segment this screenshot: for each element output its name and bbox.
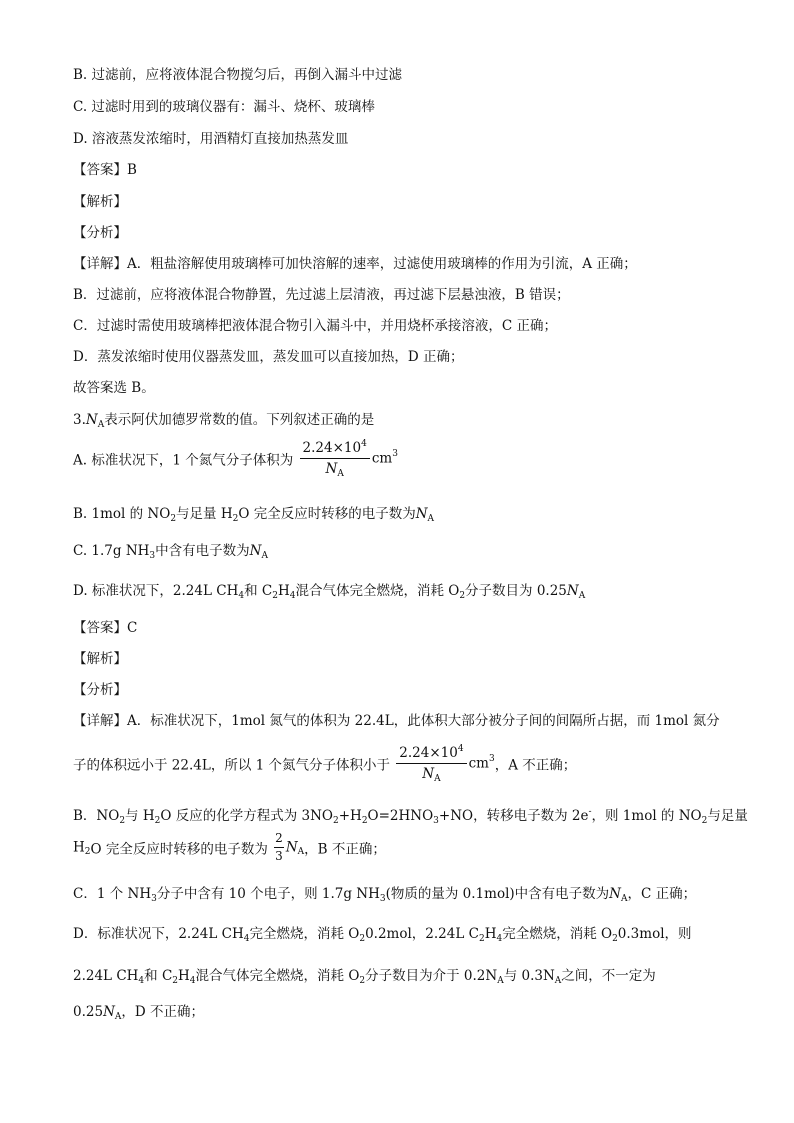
q2-fenxi-heading: 【分析】	[73, 225, 127, 241]
q3-stem: $3.N_A$表示阿伏加德罗常数的值。下列叙述正确的是	[73, 412, 375, 430]
q3-option-d: D. 标准状况下，2.24L $CH_4$和 $C_2H_4$混合气体完全燃烧，消耗 $O_2$分子数目为 $0.25N_A$	[73, 583, 586, 601]
q2-detail-c: C．过滤时需使用玻璃棒把液体混合物引入漏斗中，并用烧杯承接溶液，C 正确；	[73, 318, 557, 334]
two-thirds-fraction: $\frac{2}{3}$	[275, 831, 283, 863]
q3-number: 3.	[73, 412, 86, 428]
q3-option-b: B. 1mol 的 $NO_2$与足量 $H_2O$ 完全反应时转移的电子数为$N_A$	[73, 506, 435, 524]
q3-detail-d-line3: $0.25N_A$，D 不正确；	[73, 1004, 204, 1022]
q3-detail-a-fraction: $\frac{2.24\times 10^4}{N_A}$	[396, 745, 466, 782]
q3-detail-c: C．1 个 $NH_3$分子中含有 10 个电子，则 1.7g $NH_3$(物质的量为 0.1mol)中含有电子数为$N_A$，C 正确；	[73, 886, 697, 904]
q2-option-c: C. 过滤时用到的玻璃仪器有：漏斗、烧杯、玻璃棒	[73, 99, 375, 115]
q2-option-b: B. 过滤前，应将液体混合物搅匀后，再倒入漏斗中过滤	[73, 67, 403, 83]
q3-detail-a-line1: 【详解】A．标准状况下，1mol 氮气的体积为 22.4L，此体积大部分被分子间的间隔所占据，而 1mol 氮分	[73, 713, 720, 729]
q3-detail-b-line2: $H_2O$ 完全反应时转移的电子数为 $\frac{2}{3}$ $N_A$，B 不正确；	[73, 831, 386, 863]
q3-detail-d-line2: 2.24L $CH_4$和 $C_2H_4$混合气体完全燃烧，消耗 $O_2$分子数目为介于 $0.2N_A$与 $0.3N_A$之间，不一定为	[73, 968, 656, 986]
q2-detail-a: 【详解】A．粗盐溶解使用玻璃棒可加快溶解的速率，过滤使用玻璃棒的作用为引流，A 正确；	[73, 256, 637, 272]
q2-detail-d: D．蒸发浓缩时使用仪器蒸发皿，蒸发皿可以直接加热，D 正确；	[73, 349, 464, 365]
q3-option-a-fraction: $\frac{2.24\times 10^4}{N_A}$	[300, 440, 370, 477]
q2-jiexi-heading: 【解析】	[73, 194, 127, 210]
q3-jiexi-heading: 【解析】	[73, 651, 127, 667]
q3-option-a: A. 标准状况下，1 个氮气分子体积为 $\frac{2.24\times 10^4}{N_A}$ $cm^3$	[73, 439, 398, 479]
q2-option-d: D. 溶液蒸发浓缩时，用酒精灯直接加热蒸发皿	[73, 131, 349, 147]
q2-conclusion: 故答案选 B。	[73, 380, 155, 396]
q3-stem-text: 表示阿伏加德罗常数的值。下列叙述正确的是	[104, 412, 375, 428]
na-symbol: N	[85, 412, 98, 428]
q3-option-c: C. 1.7g $NH_3$中含有电子数为$N_A$	[73, 543, 268, 561]
q2-detail-b: B．过滤前，应将液体混合物静置，先过滤上层清液，再过滤下层悬浊液，B 错误；	[73, 287, 570, 303]
q3-detail-a-line2: 子的体积远小于 22.4L，所以 1 个氮气分子体积小于 $\frac{2.24\times 10^4}{N_A}$ $cm^3$，A 不正确；	[73, 744, 577, 784]
q3-detail-b-line1: B．$NO_2$与 $H_2O$ 反应的化学方程式为 $3NO_2+H_2O=2HNO_3+NO$，转移电子数为 2e-，则 1mol 的 $NO_2$与足量	[73, 807, 748, 826]
q2-answer: 【答案】B	[73, 162, 137, 178]
q3-answer: 【答案】C	[73, 620, 138, 636]
q3-fenxi-heading: 【分析】	[73, 682, 127, 698]
q3-detail-d-line1: D．标准状况下，2.24L $CH_4$完全燃烧，消耗 $O_20.2mol$，2.24L $C_2H_4$完全燃烧，消耗 $O_20.3mol$，则	[73, 926, 692, 944]
